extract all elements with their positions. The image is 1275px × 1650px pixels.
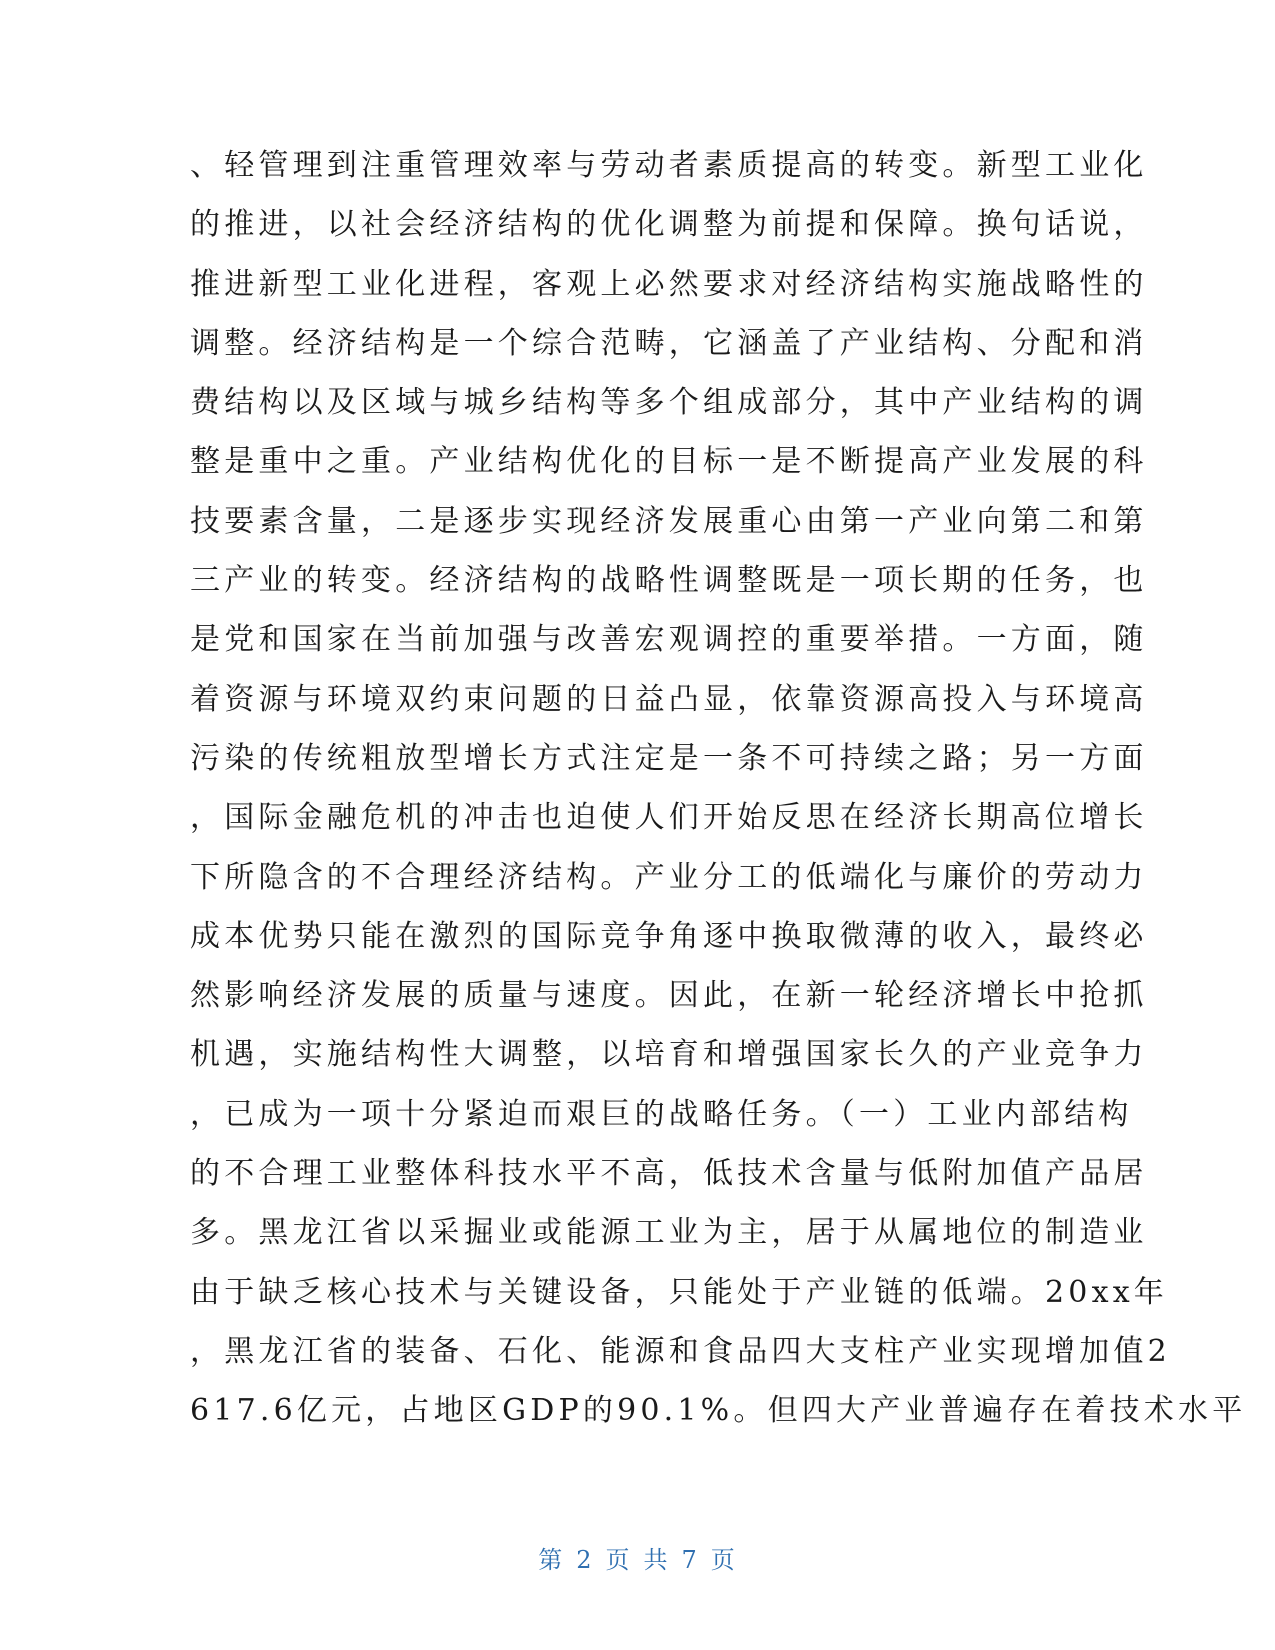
- text-line: ，国际金融危机的冲击也迫使人们开始反思在经济长期高位增长: [190, 800, 1148, 836]
- text-line: 污染的传统粗放型增长方式注定是一条不可持续之路；另一方面: [190, 740, 1148, 776]
- body-text: [190, 147, 1247, 1452]
- footer-total-suffix: 页: [710, 1546, 737, 1574]
- footer-page-number: 2: [576, 1546, 594, 1574]
- text-line: 调整。经济结构是一个综合范畴，它涵盖了产业结构、分配和消: [190, 325, 1148, 361]
- text-line: 的推进，以社会经济结构的优化调整为前提和保障。换句话说，: [190, 207, 1148, 243]
- text-line: 然影响经济发展的质量与速度。因此，在新一轮经济增长中抢抓: [190, 978, 1148, 1014]
- text-line: 617.6亿元，占地区GDP的90.1%。但四大产业普遍存在着技术水平: [190, 1393, 1247, 1429]
- text-line: ，黑龙江省的装备、石化、能源和食品四大支柱产业实现增加值2: [190, 1333, 1171, 1369]
- text-line: 着资源与环境双约束问题的日益凸显，依靠资源高投入与环境高: [190, 681, 1148, 717]
- footer-total-pages: 7: [681, 1546, 699, 1574]
- text-line: ，已成为一项十分紧迫而艰巨的战略任务。（一）工业内部结构: [190, 1096, 1133, 1132]
- text-line: 、轻管理到注重管理效率与劳动者素质提高的转变。新型工业化: [190, 148, 1148, 183]
- text-line: 整是重中之重。产业结构优化的目标一是不断提高产业发展的科: [190, 444, 1148, 480]
- text-line: 三产业的转变。经济结构的战略性调整既是一项长期的任务，也: [190, 563, 1148, 599]
- text-line: 成本优势只能在激烈的国际竞争角逐中换取微薄的收入，最终必: [190, 918, 1148, 954]
- footer-page-mid: 页: [605, 1546, 632, 1574]
- text-line: 技要素含量，二是逐步实现经济发展重心由第一产业向第二和第: [190, 503, 1148, 539]
- text-line: 下所隐含的不合理经济结构。产业分工的低端化与廉价的劳动力: [190, 859, 1148, 895]
- text-line: 费结构以及区域与城乡结构等多个组成部分，其中产业结构的调: [190, 385, 1148, 421]
- page-footer: [0, 1540, 1275, 1575]
- text-line: 是党和国家在当前加强与改善宏观调控的重要举措。一方面，随: [190, 622, 1148, 658]
- text-line: 推进新型工业化进程，客观上必然要求对经济结构实施战略性的: [190, 266, 1148, 302]
- text-line: 机遇，实施结构性大调整，以培育和增强国家长久的产业竞争力: [190, 1037, 1148, 1073]
- footer-total-prefix: 共: [643, 1546, 670, 1574]
- footer-page-prefix: 第: [538, 1546, 565, 1574]
- text-line: 多。黑龙江省以采掘业或能源工业为主，居于从属地位的制造业: [190, 1215, 1148, 1251]
- text-line: 的不合理工业整体科技水平不高，低技术含量与低附加值产品居: [190, 1156, 1148, 1192]
- text-line: 由于缺乏核心技术与关键设备，只能处于产业链的低端。20xx年: [190, 1274, 1169, 1310]
